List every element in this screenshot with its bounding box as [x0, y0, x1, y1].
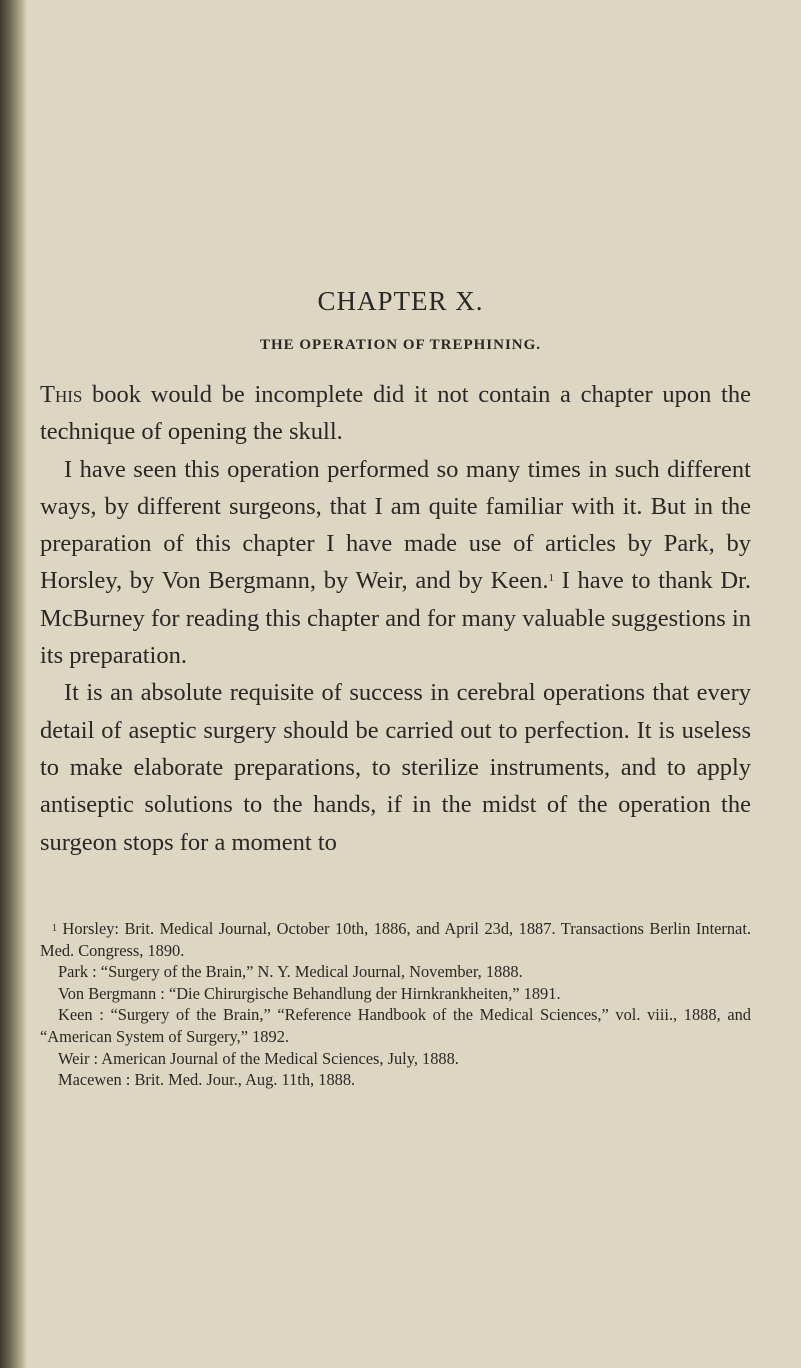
footnote-bergmann: Von Bergmann : “Die Chirurgische Behandlung der Hirnkrankheiten,” 1891.: [58, 983, 561, 1003]
paragraph-3: [40, 674, 751, 860]
footnote-horsley-text: Horsley: Brit. Medical Journal, October 10th, 1886, and April 23d, 1887. Transactions Berlin Internat. Med. Congress, 1890.: [40, 919, 751, 960]
footnote-park: Park : “Surgery of the Brain,” N. Y. Medical Journal, November, 1888.: [58, 962, 523, 982]
footnote-weir: Weir : American Journal of the Medical Sciences, July, 1888.: [58, 1048, 459, 1068]
chapter-title: CHAPTER X.: [317, 286, 484, 316]
footnotes: [40, 918, 751, 1091]
paragraph-2: [40, 451, 751, 675]
footnote-horsley: [40, 918, 751, 961]
paragraph-1-text: book would be incomplete did it not contain a chapter upon the technique of opening the skull.: [40, 381, 751, 446]
paragraph-2-continuation: I have to thank Dr. McBurney for reading this chapter and for many valuable suggestions in its preparation.: [40, 567, 751, 670]
footnote-keen: Keen : “Surgery of the Brain,” “Reference Handbook of the Medical Sciences,” vol. viii., 1888, and “American System of Surgery,” 1892.: [40, 1005, 751, 1046]
footnote-macewen: Macewen : Brit. Med. Jour., Aug. 11th, 1888.: [58, 1070, 356, 1090]
footnote-reference[interactable]: 1: [548, 572, 554, 585]
body-text: [40, 376, 751, 861]
paragraph-2-text: I have seen this operation performed so many times in such different ways, by different surgeons, that I am quite familiar with it. But in the preparation of this chapter I have made use of articles by Park, by Horsley, by Von Bergmann, by Weir, and by Keen.: [40, 455, 751, 595]
footnote-mark: 1: [52, 923, 57, 934]
paragraph-lead-word: This: [40, 381, 83, 408]
section-title: THE OPERATION OF TREPHINING.: [259, 337, 542, 353]
paragraph-3-text: It is an absolute requisite of success in cerebral operations that every detail of aseptic surgery should be carried out to perfection. It is useless to make elaborate preparations, to sterilize instruments, and to apply antiseptic solutions to the hands, if in the midst of the operation the surgeon stops for a moment to: [40, 679, 751, 856]
paragraph-1: [40, 376, 751, 451]
